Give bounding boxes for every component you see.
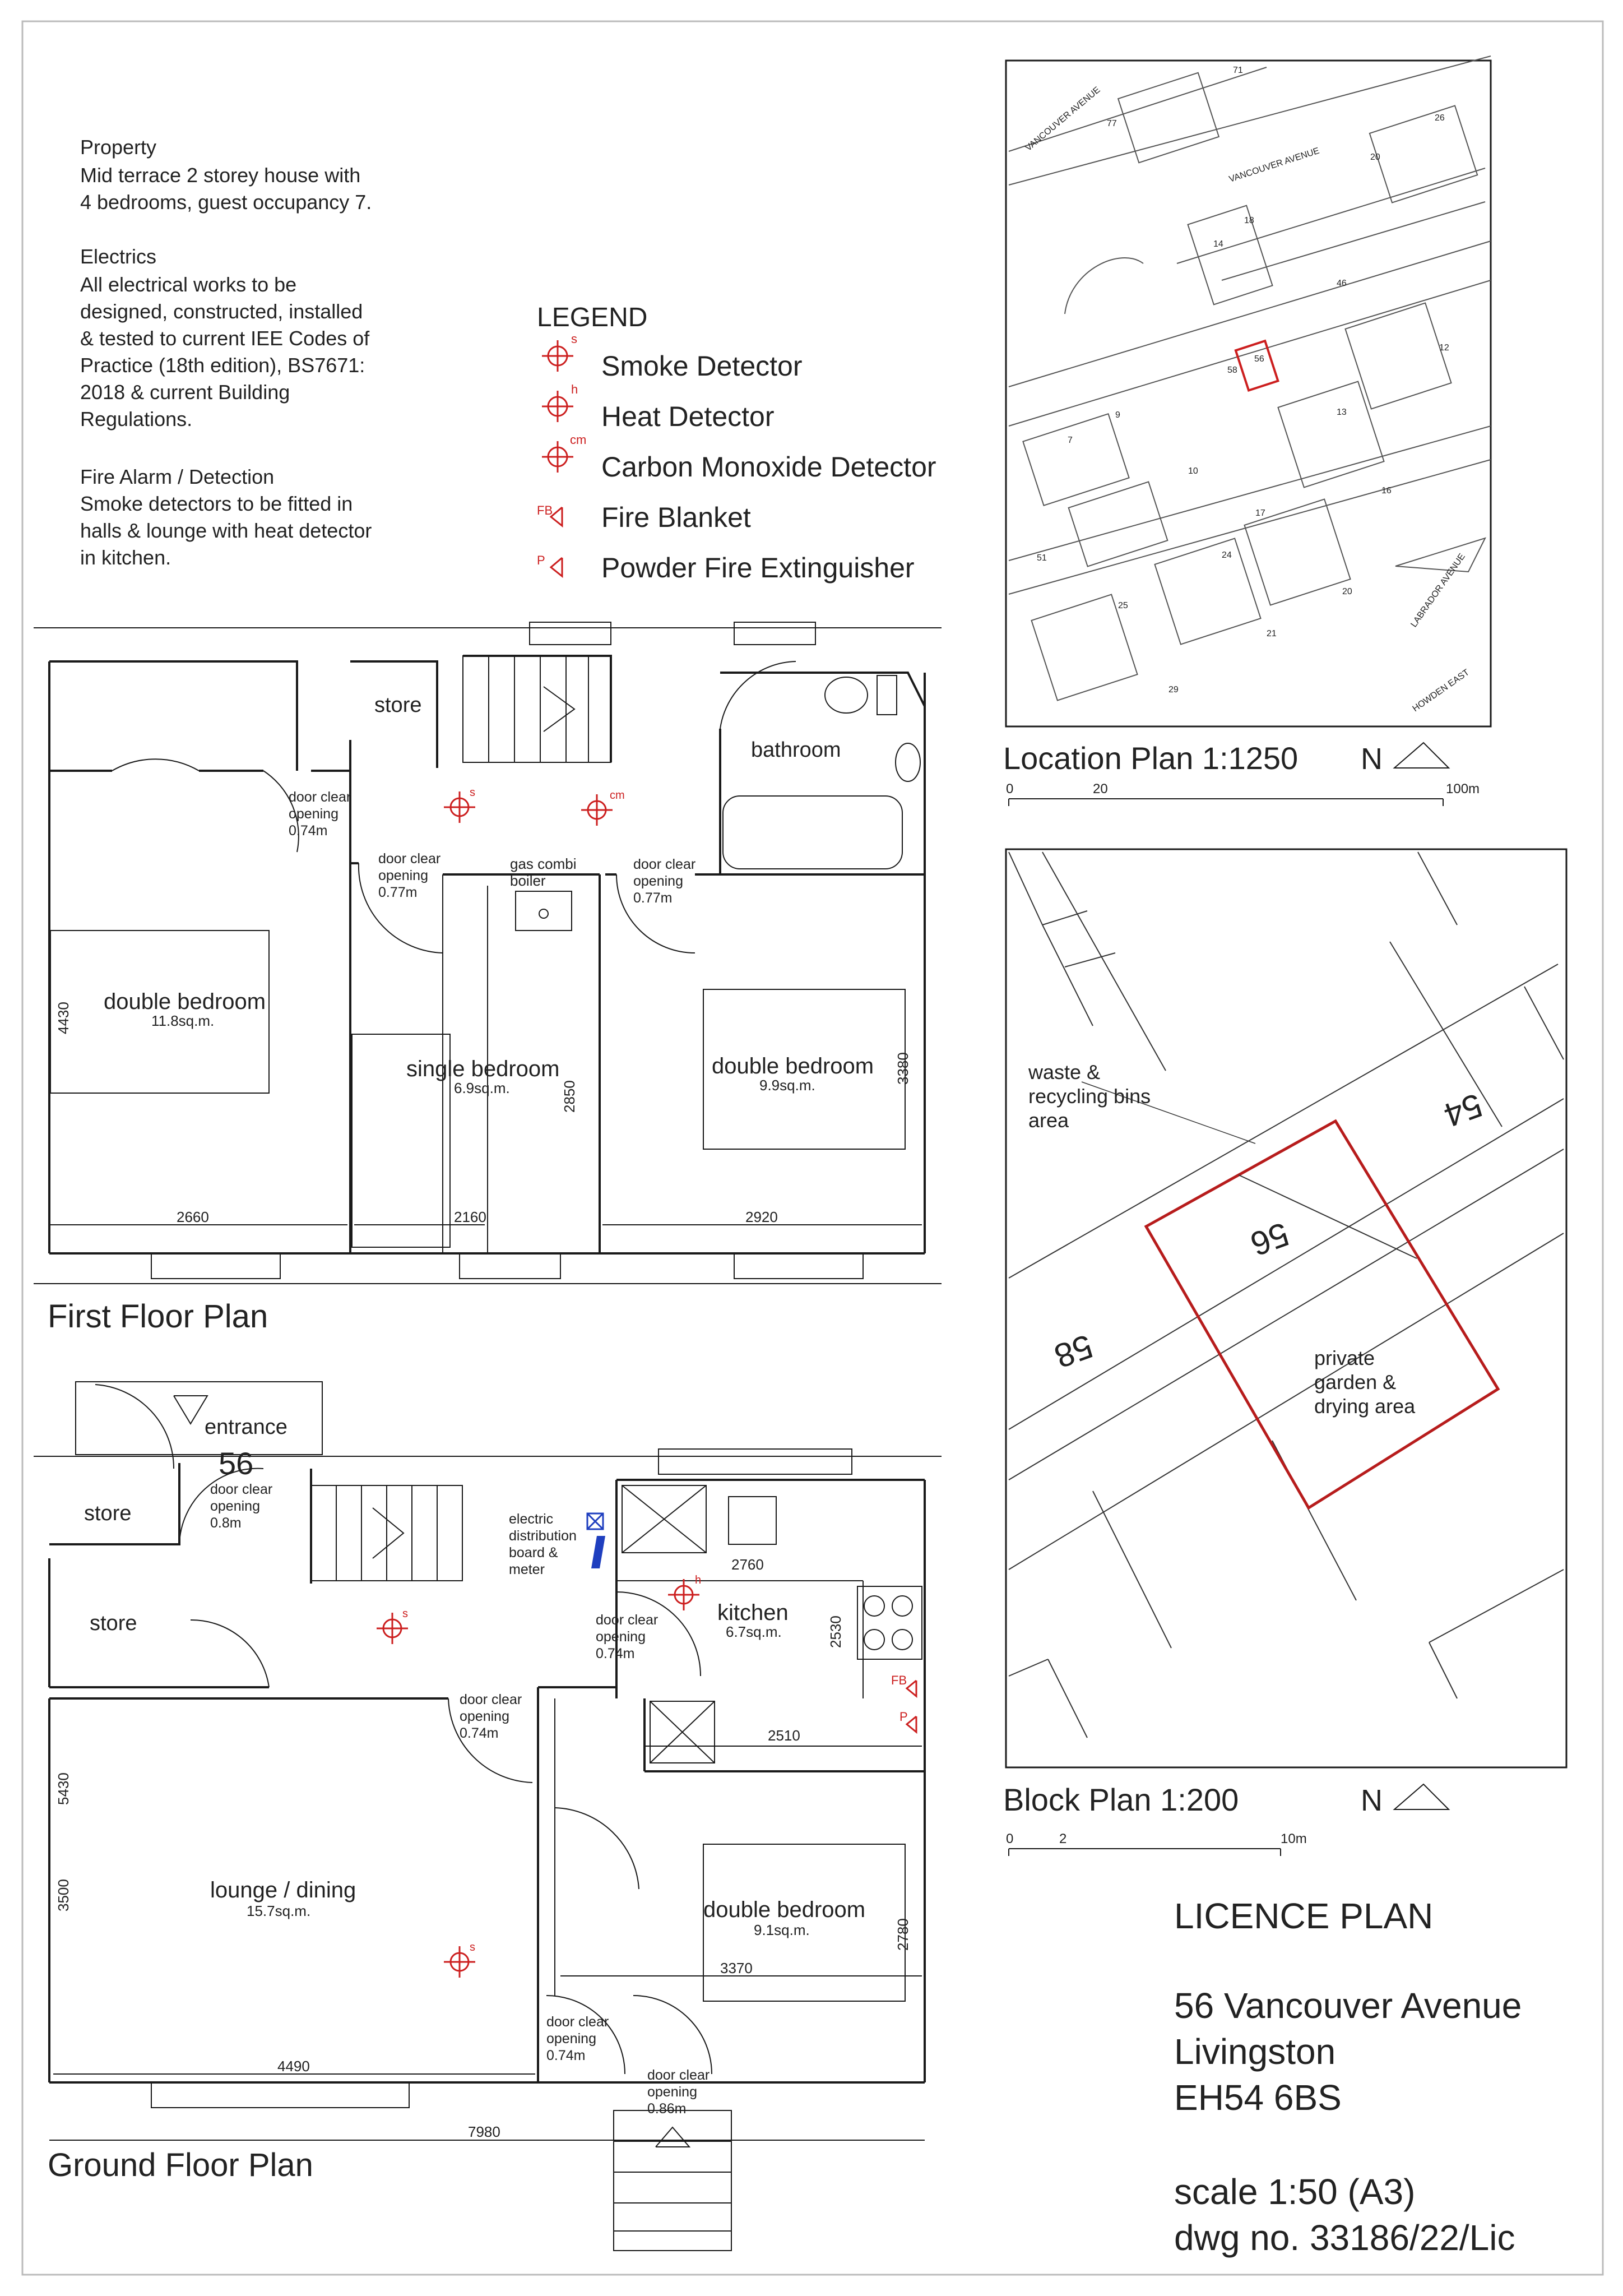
street-label: VANCOUVER AVENUE <box>1023 85 1102 154</box>
house-number-label: 13 <box>1337 408 1347 417</box>
ff-bedroom1-area: 11.8sq.m. <box>151 1012 215 1029</box>
smoke-detector-symbol <box>542 332 577 372</box>
block-plan <box>1003 849 1566 1856</box>
house-number-label: 26 <box>1435 113 1445 123</box>
door-note: door clear <box>289 789 351 805</box>
gf-bedroom-area: 9.1sq.m. <box>754 1922 810 1938</box>
dim-label: 2850 <box>561 1080 578 1113</box>
house-number-label: 18 <box>1244 216 1254 225</box>
address-line: 56 Vancouver Avenue <box>1174 1985 1522 2026</box>
legend <box>537 303 936 584</box>
dim-label: 2160 <box>454 1209 486 1225</box>
street-label: LABRADOR AVENUE <box>1409 552 1467 629</box>
extinguisher-symbol <box>899 1710 916 1732</box>
location-plan <box>1003 56 1491 806</box>
door-note: door clear <box>633 857 696 872</box>
electrics-line: Practice (18th edition), BS7671: <box>80 354 365 377</box>
door-note: opening <box>633 873 683 889</box>
house-number-label: 12 <box>1439 343 1449 353</box>
ff-bedroom2-area: 6.9sq.m. <box>454 1080 510 1096</box>
property-heading: Property <box>80 136 157 159</box>
fire-line: in kitchen. <box>80 546 171 569</box>
svg-text:P: P <box>899 1710 908 1724</box>
house-number-label: 77 <box>1107 119 1117 128</box>
waste-label: recycling bins <box>1028 1085 1151 1108</box>
door-note: 0.74m <box>460 1725 499 1741</box>
legend-label: Powder Fire Extinguisher <box>601 552 915 584</box>
boiler-label: boiler <box>510 872 546 889</box>
door-note: 0.74m <box>596 1646 635 1661</box>
dim-label: 2530 <box>827 1615 844 1648</box>
gf-bedroom-name: double bedroom <box>703 1897 866 1922</box>
door-note: 0.77m <box>633 890 673 906</box>
dim-label: 2760 <box>731 1556 764 1573</box>
house-number-label: 58 <box>1227 365 1237 375</box>
ground-floor-plan <box>34 1382 942 2251</box>
fire-line: Smoke detectors to be fitted in <box>80 492 353 515</box>
dim-label: 2510 <box>768 1727 800 1744</box>
smoke-detector <box>444 1941 475 1978</box>
fire-line: halls & lounge with heat detector <box>80 519 372 542</box>
garden-label: private <box>1314 1346 1375 1369</box>
door-note: 0.8m <box>210 1515 242 1531</box>
house-number-label: 9 <box>1115 410 1120 420</box>
garden-label: drying area <box>1314 1395 1416 1418</box>
fire-heading: Fire Alarm / Detection <box>80 465 275 488</box>
first-floor-title: First Floor Plan <box>48 1298 268 1335</box>
address-line: Livingston <box>1174 2031 1336 2072</box>
door-note: door clear <box>460 1692 522 1707</box>
door-note: opening <box>289 806 338 822</box>
ground-floor-steps <box>614 2110 731 2251</box>
entrance-label: entrance <box>205 1415 287 1439</box>
distribution-label: meter <box>509 1562 545 1577</box>
svg-text:s: s <box>402 1608 408 1620</box>
first-floor-stairs <box>463 656 611 762</box>
heat-detector-symbol <box>542 382 578 422</box>
kitchen-name: kitchen <box>717 1600 789 1625</box>
svg-text:s: s <box>470 786 475 799</box>
house-number-label: 17 <box>1255 508 1265 518</box>
electrics-line: 2018 & current Building <box>80 381 290 404</box>
dim-label: 3370 <box>720 1960 753 1976</box>
electrics-line: Regulations. <box>80 408 193 430</box>
dim-label: 3380 <box>894 1052 911 1085</box>
ff-bedroom3-area: 9.9sq.m. <box>759 1077 815 1094</box>
dim-label: 3500 <box>55 1879 72 1911</box>
dim-label: 7980 <box>468 2123 500 2140</box>
svg-text:s: s <box>470 1941 475 1954</box>
electrics-line: designed, constructed, installed <box>80 300 363 323</box>
distribution-label: board & <box>509 1545 558 1561</box>
ff-store-label: store <box>374 693 422 717</box>
block-plan-title: Block Plan 1:200 <box>1003 1782 1239 1817</box>
waste-label: waste & <box>1028 1061 1101 1084</box>
plot-number: 56 <box>1245 1215 1294 1263</box>
waste-label: area <box>1028 1109 1069 1132</box>
north-label: N <box>1361 1784 1383 1817</box>
title-block <box>1174 1896 1522 2258</box>
house-number-label: 16 <box>1381 486 1392 496</box>
door-note: door clear <box>647 2067 710 2083</box>
dim-label: 5430 <box>55 1772 72 1805</box>
ff-bedroom2-name: single bedroom <box>406 1057 560 1081</box>
ff-bedroom1-name: double bedroom <box>104 989 266 1014</box>
licence-heading: LICENCE PLAN <box>1174 1896 1434 1936</box>
co-detector-symbol <box>542 433 586 473</box>
legend-label: Smoke Detector <box>601 350 803 382</box>
block-frame <box>1006 849 1566 1767</box>
extinguisher-symbol <box>537 553 562 576</box>
scale-label: 20 <box>1093 781 1108 797</box>
house-number-label: 24 <box>1222 550 1232 560</box>
svg-text:h: h <box>695 1574 702 1586</box>
scale-label: 0 <box>1006 1831 1014 1846</box>
house-number: 56 <box>219 1446 254 1481</box>
heat-detector <box>668 1574 701 1610</box>
door-note: door clear <box>210 1482 273 1497</box>
street-label: HOWDEN EAST <box>1411 668 1471 714</box>
scale-note: scale 1:50 (A3) <box>1174 2172 1416 2212</box>
kitchen-area: 6.7sq.m. <box>726 1623 782 1640</box>
store-label: store <box>90 1612 137 1635</box>
house-number-label: 71 <box>1233 66 1243 75</box>
door-note: opening <box>647 2084 697 2100</box>
store-label: store <box>84 1502 132 1525</box>
fire-blanket-symbol <box>891 1673 916 1696</box>
door-note: 0.74m <box>289 823 328 839</box>
smoke-detector <box>444 786 475 823</box>
symbol-tag: P <box>537 553 545 567</box>
ground-floor-stairs <box>311 1485 462 1581</box>
electrics-line: All electrical works to be <box>80 273 297 296</box>
door-note: opening <box>546 2031 596 2047</box>
scale-label: 2 <box>1059 1831 1067 1846</box>
plot-number: 58 <box>1049 1327 1098 1376</box>
legend-label: Fire Blanket <box>601 502 751 533</box>
house-number-label: 14 <box>1213 239 1223 249</box>
ground-floor-title: Ground Floor Plan <box>48 2147 313 2183</box>
location-plan-title: Location Plan 1:1250 <box>1003 740 1299 776</box>
electrics-heading: Electrics <box>80 245 157 268</box>
dim-label: 4430 <box>55 1002 72 1034</box>
bathroom-label: bathroom <box>751 738 841 762</box>
scale-label: 0 <box>1006 781 1014 797</box>
door-note: door clear <box>546 2014 609 2030</box>
site-boundary <box>1146 1121 1498 1508</box>
door-note: opening <box>460 1709 509 1724</box>
door-note: 0.74m <box>546 2048 586 2063</box>
property-line: Mid terrace 2 storey house with <box>80 164 361 187</box>
dim-label: 2660 <box>177 1209 209 1225</box>
smoke-detector <box>377 1608 408 1644</box>
house-number-label: 20 <box>1342 587 1352 596</box>
scale-label: 100m <box>1446 781 1480 797</box>
north-arrow <box>1394 743 1449 768</box>
street-label: VANCOUVER AVENUE <box>1227 146 1321 184</box>
distribution-label: distribution <box>509 1528 577 1544</box>
first-floor-plan <box>34 622 942 1335</box>
door-note: 0.77m <box>378 885 418 900</box>
house-number-label: 46 <box>1337 279 1347 288</box>
garden-label: garden & <box>1314 1371 1397 1394</box>
distribution-label: electric <box>509 1511 554 1527</box>
dim-label: 2780 <box>894 1918 911 1951</box>
symbol-tag: cm <box>570 433 587 447</box>
symbol-tag: FB <box>537 503 553 517</box>
house-number-label: 56 <box>1254 354 1264 364</box>
house-number-label: 51 <box>1037 553 1047 563</box>
plot-number: 54 <box>1439 1086 1487 1135</box>
door-note: 0.86m <box>647 2101 687 2117</box>
svg-text:FB: FB <box>891 1673 907 1687</box>
lounge-name: lounge / dining <box>210 1878 356 1902</box>
north-arrow <box>1394 1784 1449 1809</box>
door-note: opening <box>210 1498 260 1514</box>
house-number-label: 21 <box>1267 629 1277 638</box>
house-number-label: 20 <box>1370 152 1380 162</box>
svg-text:cm: cm <box>610 789 625 802</box>
scale-label: 10m <box>1281 1831 1307 1846</box>
meter-symbol <box>591 1536 605 1568</box>
legend-label: Carbon Monoxide Detector <box>601 451 936 483</box>
door-note: door clear <box>596 1612 659 1628</box>
ff-bedroom3-name: double bedroom <box>712 1054 874 1078</box>
house-number-label: 29 <box>1168 685 1179 695</box>
dim-label: 4490 <box>277 2058 310 2075</box>
site-highlight <box>1236 341 1278 390</box>
address-line: EH54 6BS <box>1174 2077 1342 2118</box>
lounge-area: 15.7sq.m. <box>247 1902 311 1919</box>
notes-block <box>80 136 372 569</box>
drawing-number: dwg no. 33186/22/Lic <box>1174 2218 1515 2258</box>
door-note: door clear <box>378 851 441 867</box>
legend-title: LEGEND <box>537 303 648 332</box>
door-note: opening <box>378 868 428 883</box>
house-number-label: 7 <box>1068 436 1073 445</box>
symbol-tag: h <box>571 382 578 396</box>
property-line: 4 bedrooms, guest occupancy 7. <box>80 191 372 214</box>
boiler-label: gas combi <box>510 855 577 872</box>
legend-label: Heat Detector <box>601 401 775 432</box>
house-number-label: 25 <box>1118 601 1128 610</box>
house-number-label: 10 <box>1188 466 1198 476</box>
door-note: opening <box>596 1629 646 1645</box>
co-detector <box>581 789 625 826</box>
electrics-line: & tested to current IEE Codes of <box>80 327 370 350</box>
north-label: N <box>1361 742 1383 776</box>
dim-label: 2920 <box>745 1209 778 1225</box>
fire-blanket-symbol <box>537 503 562 526</box>
symbol-tag: s <box>571 332 577 346</box>
